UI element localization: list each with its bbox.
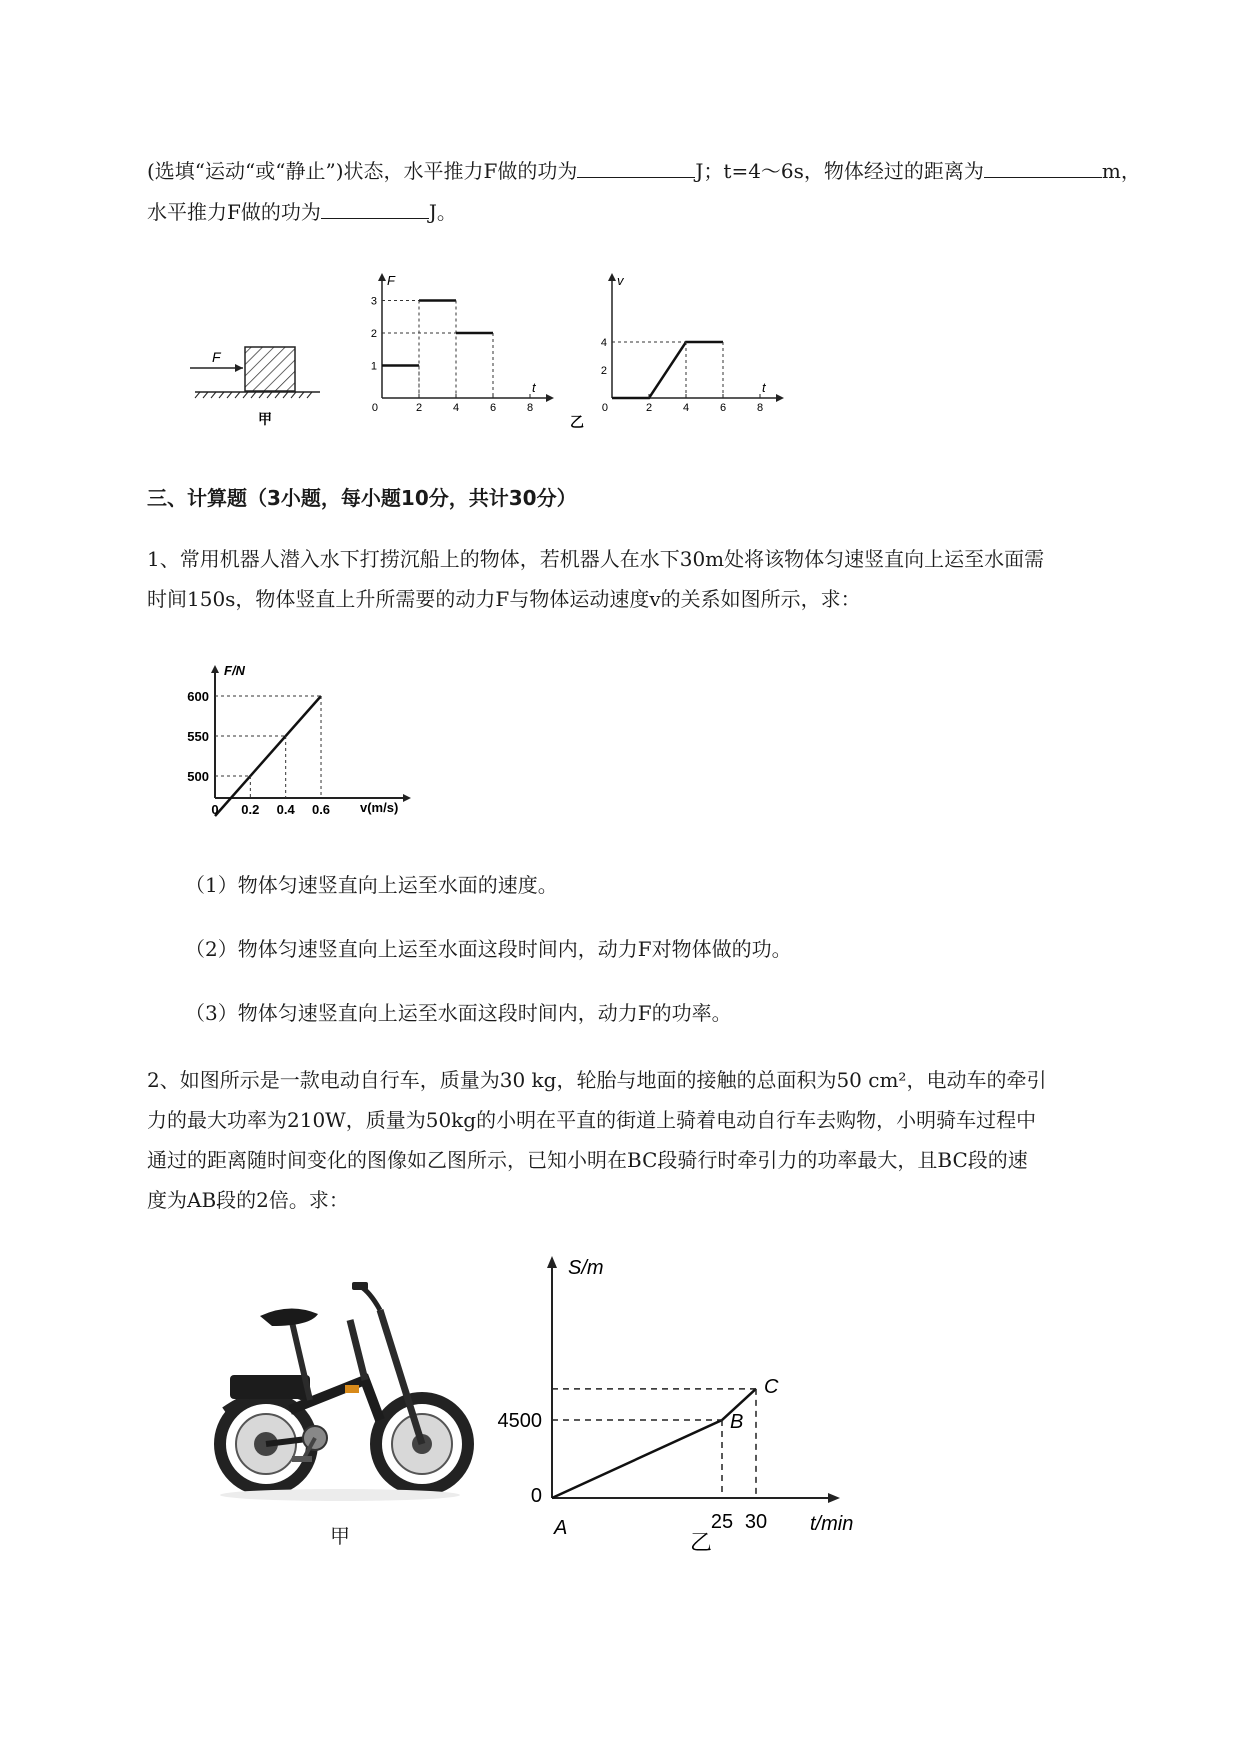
y-tick-label: 500: [187, 769, 209, 784]
x-tick-label: 4: [682, 402, 690, 414]
block-caption: 甲: [258, 411, 272, 427]
v-t-graph: [570, 265, 790, 430]
y-tick-label: 600: [187, 689, 209, 704]
origin-label: 0: [371, 402, 378, 414]
q1-sub-3: （3）物体匀速竖直向上运至水面这段时间内，动力F的功率。: [185, 1001, 732, 1025]
origin-label: 0: [530, 1485, 542, 1507]
q2-line-1: 2、如图所示是一款电动自行车，质量为30 kg，轮胎与地面的接触的总面积为50 cm²，电动车的牵引: [147, 1068, 1047, 1092]
graph-caption: 乙: [690, 1530, 713, 1555]
x-tick-label: 6: [489, 402, 497, 414]
text-segment: J。: [428, 200, 457, 224]
x-tick-label: 30: [744, 1511, 768, 1533]
x-tick-label: 8: [756, 402, 764, 414]
x-tick-label: 0: [211, 802, 219, 817]
prev-question-line-2: [147, 196, 457, 227]
x-tick-label: 0.2: [241, 802, 260, 817]
point-label: B: [730, 1411, 744, 1434]
text-segment: J；t=4～6s，物体经过的距离为: [695, 159, 984, 183]
point-label: C: [764, 1375, 779, 1398]
q1-sub-2: （2）物体匀速竖直向上运至水面这段时间内，动力F对物体做的功。: [185, 937, 792, 961]
bike-caption: 甲: [330, 1524, 350, 1548]
f-t-graph: [360, 265, 560, 415]
force-label: F: [212, 349, 221, 365]
s-t-graph: [470, 1240, 890, 1565]
q1-sub-1: （1）物体匀速竖直向上运至水面的速度。: [185, 873, 558, 897]
y-tick-label: 1: [370, 360, 377, 373]
y-tick-label: 3: [370, 295, 377, 308]
x-tick-label: 25: [710, 1511, 734, 1533]
y-tick-label: 2: [370, 328, 377, 340]
y-tick-label: 550: [187, 729, 209, 744]
y-tick-label: 2: [600, 365, 607, 377]
x-axis-label: t: [532, 380, 536, 395]
y-axis-label: F: [387, 273, 395, 288]
x-tick-label: 0.6: [311, 802, 331, 817]
y-tick-label: 4: [600, 337, 607, 349]
q1-line-1: 1、常用机器人潜入水下打捞沉船上的物体，若机器人在水下30m处将该物体匀速竖直向上运至水面需: [147, 547, 1045, 571]
graph-caption: 乙: [570, 414, 584, 430]
q2-line-2: 力的最大功率为210W，质量为50kg的小明在平直的街道上骑着电动自行车去购物，小明骑车过程中: [147, 1108, 1037, 1132]
saddle: [260, 1308, 318, 1326]
y-tick-label: 4500: [497, 1410, 542, 1433]
v-line: [612, 342, 723, 398]
y-axis-label: F/N: [224, 663, 245, 678]
answer-blank[interactable]: [577, 155, 695, 178]
q2-line-4: 度为AB段的2倍。求：: [147, 1188, 349, 1212]
electric-bicycle-image: [200, 1280, 480, 1540]
battery: [230, 1375, 310, 1399]
x-axis-label: t/min: [810, 1513, 854, 1535]
x-tick-label: 2: [645, 402, 653, 414]
prev-question-line-1: [147, 155, 1141, 186]
text-segment: 水平推力F做的功为: [147, 200, 321, 224]
text-segment: (选填“运动“或“静止”)状态，水平推力F做的功为: [147, 159, 578, 183]
answer-blank[interactable]: [984, 155, 1102, 178]
y-axis-label: v: [617, 273, 624, 288]
x-tick-label: 8: [526, 402, 534, 414]
x-tick-label: 4: [452, 402, 460, 414]
x-axis-label: t: [762, 380, 766, 395]
y-axis-label: S/m: [568, 1257, 604, 1279]
f-v-graph: [170, 655, 420, 825]
section-heading: 三、计算题（3小题，每小题10分，共计30分）: [147, 486, 577, 510]
block-shape: [245, 347, 295, 391]
s-t-line: [552, 1389, 756, 1498]
q1-line-2: 时间150s，物体竖直上升所需要的动力F与物体运动速度v的关系如图所示，求：: [147, 587, 861, 611]
x-tick-label: 6: [719, 402, 727, 414]
answer-blank[interactable]: [321, 196, 429, 219]
block-figure: [190, 272, 330, 432]
point-label: A: [554, 1517, 568, 1539]
x-axis-label: v(m/s): [360, 800, 399, 815]
x-tick-label: 0.4: [276, 802, 295, 817]
q2-line-3: 通过的距离随时间变化的图像如乙图所示，已知小明在BC段骑行时牵引力的功率最大，且BC段的速: [147, 1148, 1028, 1172]
origin-label: 0: [601, 402, 608, 414]
x-tick-label: 2: [415, 402, 423, 414]
text-segment: m，: [1101, 159, 1141, 183]
